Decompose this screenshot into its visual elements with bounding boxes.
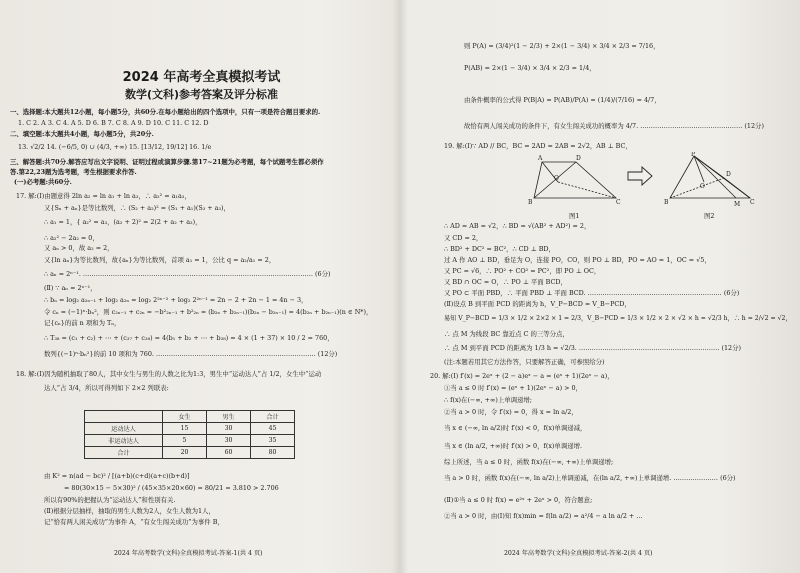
text-line: 又 PC = √6，∴ PO² + CO² = PC²，即 PO ⊥ OC， <box>444 267 601 275</box>
text-line: 又 CD = 2， <box>444 234 483 242</box>
text-line: 记{cₙ}的前 n 项和为 Tₙ， <box>44 319 121 327</box>
text-line: 当 x ∈ (ln a/2, +∞)时 f′(x) > 0，f(x)单调递增. <box>444 442 583 450</box>
table-header-row <box>85 411 295 423</box>
table-cell: 5 <box>163 435 207 447</box>
table-cell: 45 <box>251 423 295 435</box>
text-line: ∴ a₁ = 1，{ a₂² = a₃，(a₂ + 2)² = 2(2 + a₂ + a₃)， <box>44 218 202 226</box>
text-line: (Ⅱ)①当 a ≤ 0 时 f(x) = e²ˣ + 2eˣ > 0，符合题意; <box>444 496 593 504</box>
text-line: 又{ln aₙ}为等比数列，故{aₙ}为等比数列，首项 a₁ = 1，公比 q = a₂/a₁ = 2， <box>44 256 276 264</box>
table-header-cell: 男生 <box>207 411 251 423</box>
text-line: (Ⅱ)设点 B 到平面 PCD 的距离为 h，V_P−BCD = V_B−PCD， <box>444 300 631 308</box>
text-line: ∴ 点 M 为线段 BC 靠近点 C 的三等分点， <box>444 330 569 338</box>
text-line: (Ⅱ) ∵ aₙ = 2ⁿ⁻¹， <box>44 284 97 292</box>
fig-label: D <box>726 171 731 178</box>
section-heading: 答.第22,23题为选考题，考生根据要求作答. <box>10 168 137 176</box>
section-heading: (一)必考题:共60分. <box>14 178 72 186</box>
table-cell: 合计 <box>85 447 163 459</box>
text-line: 13. √2/2 14. (−6/5, 0) ∪ (4/3, +∞) 15. [13/12, 19/12] 16. 1/e <box>18 143 212 151</box>
text-line: 综上所述，当 a ≤ 0 时，函数 f(x)在(−∞, +∞)上单调递增; <box>444 458 614 466</box>
page-footer: 2024 年高考数学(文科)全真模拟考试-答案-2(共 4 页) <box>504 550 653 557</box>
page-title: 2024 年高考全真模拟考试 <box>122 70 281 85</box>
section-heading: 二、填空题:本大题共4小题，每小题5分，共20分. <box>10 130 154 138</box>
geometry-figures <box>524 152 764 210</box>
text-line: 18. 解:(Ⅰ)因为随机抽取了80人，其中女生与男生的人数之比为1:3，男生中“运动达人”占 1/2，女生中“运动 <box>16 370 322 378</box>
text-line: 19. 解:(Ⅰ)∵ AD // BC，BC = 2AD = 2AB = 2√2，AB ⊥ BC， <box>444 142 632 150</box>
page-footer: 2024 年高考数学(文科)全真模拟考试-答案-1(共 4 页) <box>114 550 263 557</box>
table-cell: 60 <box>207 447 251 459</box>
text-line: 故恰有两人闯关成功的条件下，有女生闯关成功的概率为 4/7. ………………………………………… (12分) <box>464 122 764 130</box>
text-line: = 80(30×15 − 5×30)² / (45×35×20×60) = 80/21 ≈ 3.810 > 2.706 <box>64 484 279 492</box>
text-line: 又 PO ⊂ 平面 PBD，∴ 平面 PBD ⊥ 平面 BCD. ……………………………………………………… (6分) <box>444 289 740 297</box>
figure-caption: 图2 <box>704 212 715 220</box>
text-line: 又 BD ∩ OC = O，∴ PO ⊥ 平面 BCD， <box>444 278 567 286</box>
table-row <box>85 423 295 435</box>
text-line: ∴ AD = AB = √2，∴ BD = √(AB² + AD²) = 2， <box>444 222 591 230</box>
text-line: 达人”占 3/4，所以可得列如下 2×2 列联表: <box>44 384 169 392</box>
fig-label: P <box>691 152 696 158</box>
text-line: 过 A 作 AO ⊥ BD，垂足为 O，连接 PO，CO，则 PO ⊥ BD，PO = AO = 1，OC = √5， <box>444 256 711 264</box>
table-cell: 非运动达人 <box>85 435 163 447</box>
fig-label: M <box>734 201 741 208</box>
text-line: ②当 a > 0 时，由(Ⅰ)知 f(x)min = f(ln a/2) = a²/4 − a ln a/2 + ... <box>444 512 643 520</box>
text-line: 所以有90%的把握认为“运动达人”和性别有关. <box>44 496 176 504</box>
arrow-icon <box>628 167 652 185</box>
text-line: 则 P(A) = (3/4)²(1 − 2/3) + 2×(1 − 3/4) × 3/4 × 2/3 = 7/16， <box>464 42 660 50</box>
text-line: ∴ BD² + DC² = BC²，∴ CD ⊥ BD， <box>444 245 555 253</box>
table-header-cell: 女生 <box>163 411 207 423</box>
text-line: 由条件概率的公式得 P(B|A) = P(AB)/P(A) = (1/4)/(7/16) = 4/7， <box>464 96 661 104</box>
text-line: 当 a > 0 时，函数 f(x)在(−∞, ln a/2)上单调递减，在(ln a/2, +∞)上单调递增. ………………… (6分) <box>444 474 736 482</box>
section-heading: 一、选择题:本大题共12小题，每小题5分，共60分.在每小题给出的四个选项中，只有一项是符合题目要求的. <box>10 108 321 116</box>
table-cell: 20 <box>163 447 207 459</box>
table-cell: 35 <box>251 435 295 447</box>
fig-label: C <box>750 199 755 206</box>
text-line: ∴ f(x)在(−∞, +∞)上单调递增; <box>444 396 532 404</box>
text-line: 由 K² = n(ad − bc)² / [(a+b)(c+d)(a+c)(b+d)] <box>44 472 190 480</box>
figure-1 <box>534 162 616 198</box>
text-line: P(AB) = 2×(1 − 3/4) × 3/4 × 2/3 = 1/4， <box>464 64 596 72</box>
text-line: 当 x ∈ (−∞, ln a/2)时 f′(x) < 0，f(x)单调递减， <box>444 424 587 432</box>
contingency-table <box>84 410 295 459</box>
table-cell: 15 <box>163 423 207 435</box>
text-line: ∴ a₂² − 2a₂ = 0， <box>44 234 99 242</box>
text-line: (注:本题若用其它方法作答，只要解答正确，可参照给分) <box>444 358 605 366</box>
table-row <box>85 447 295 459</box>
text-line: ∴ aₙ = 2ⁿ⁻¹. ……………………………………………………………………………………………… (6分) <box>44 270 331 278</box>
figure-caption: 图1 <box>569 212 580 220</box>
answer-page-2 <box>404 0 796 573</box>
text-line: ∴ bₙ = log₂ a₂ₙ₋₁ + log₂ a₂ₙ = log₂ 2²ⁿ⁻² + log₂ 2²ⁿ⁻¹ = 2n − 2 + 2n − 1 = 4n − 3， <box>44 296 308 304</box>
text-line: ∴ T₃₈ = (c₁ + c₂) + ⋯ + (c₃₇ + c₃₈) = 4(b₁ + b₂ + ⋯ + b₃₈) = 4 × (1 + 37) × 10 / 2 = 760， <box>44 334 334 342</box>
fig-label: D <box>576 155 581 162</box>
answer-page-1 <box>4 0 399 573</box>
table-cell: 80 <box>251 447 295 459</box>
page-subtitle: 数学(文科)参考答案及评分标准 <box>124 88 279 101</box>
text-line: ②当 a > 0 时，令 f′(x) = 0，得 x = ln a/2， <box>444 408 578 416</box>
text-line: 令 cₙ = (−1)ⁿ·bₙ²，则 c₂ₙ₋₁ + c₂ₙ = −b²₂ₙ₋₁ + b²₂ₙ = (b₂ₙ + b₂ₙ₋₁)(b₂ₙ − b₂ₙ₋₁) = 4(b₂ₙ + b₂ₙ₋₁)(n ∈ N*)， <box>44 308 373 316</box>
text-line: 又{Sₙ + aₙ}是等比数列，∴ (S₂ + a₂)² = (S₁ + a₁)(S₃ + a₃)， <box>44 204 230 212</box>
fig-label: O <box>700 183 705 190</box>
fig-label: O <box>554 175 559 182</box>
fig-label: C <box>616 199 621 206</box>
text-line: 20. 解:(Ⅰ) f′(x) = 2eˣ + (2 − a)eˣ − a = (eˣ + 1)(2eˣ − a)， <box>430 372 614 380</box>
table-cell: 30 <box>207 435 251 447</box>
fig-label: B <box>528 199 533 206</box>
section-heading: 三、解答题:共70分.解答应写出文字说明、证明过程或演算步骤.第17~21题为必考题，每个试题考生都必须作 <box>10 158 324 166</box>
text-line: 17. 解:(Ⅰ)由题意得 2ln a₂ = ln a₁ + ln a₃，∴ a₂² = a₁a₃， <box>16 192 191 200</box>
table-row <box>85 435 295 447</box>
table-cell: 30 <box>207 423 251 435</box>
text-line: 1. C 2. A 3. C 4. A 5. D 6. B 7. C 8. A 9. D 10. C 11. C 12. D <box>18 119 209 127</box>
text-line: 记“恰有两人闲关成功”为事件 A，“有女生闯关成功”为事件 B， <box>44 518 224 526</box>
text-line: ∴ 点 M 到平面 PCD 的距离为 1/3 h = √2/3. ………………………………………………………… (12分) <box>444 344 741 352</box>
table-header-cell: 合计 <box>251 411 295 423</box>
text-line: 数列{(−1)ⁿ·bₙ²}的前 10 项和为 760. ………………………………………………………………… (12分) <box>44 350 338 358</box>
text-line: 又 aₙ > 0，故 a₂ = 2， <box>44 244 114 252</box>
figure-2 <box>670 156 750 198</box>
fig-label: A <box>538 155 543 162</box>
text-line: (Ⅱ)根据分层抽样，抽取的男生人数为2人，女生人数为1人， <box>44 507 215 515</box>
table-header-cell <box>85 411 163 423</box>
table-cell: 运动达人 <box>85 423 163 435</box>
fig-label: B <box>664 199 669 206</box>
text-line: ①当 a ≤ 0 时 f′(x) = (eˣ + 1)(2eˣ − a) > 0， <box>444 384 582 392</box>
text-line: 易知 V_P−BCD = 1/3 × 1/2 × 2×2 × 1 = 2/3，V_B−PCD = 1/3 × 1/2 × 2 × √2 × h = √2/3 h，∴ h = 2/√2 = √2， <box>444 314 792 322</box>
